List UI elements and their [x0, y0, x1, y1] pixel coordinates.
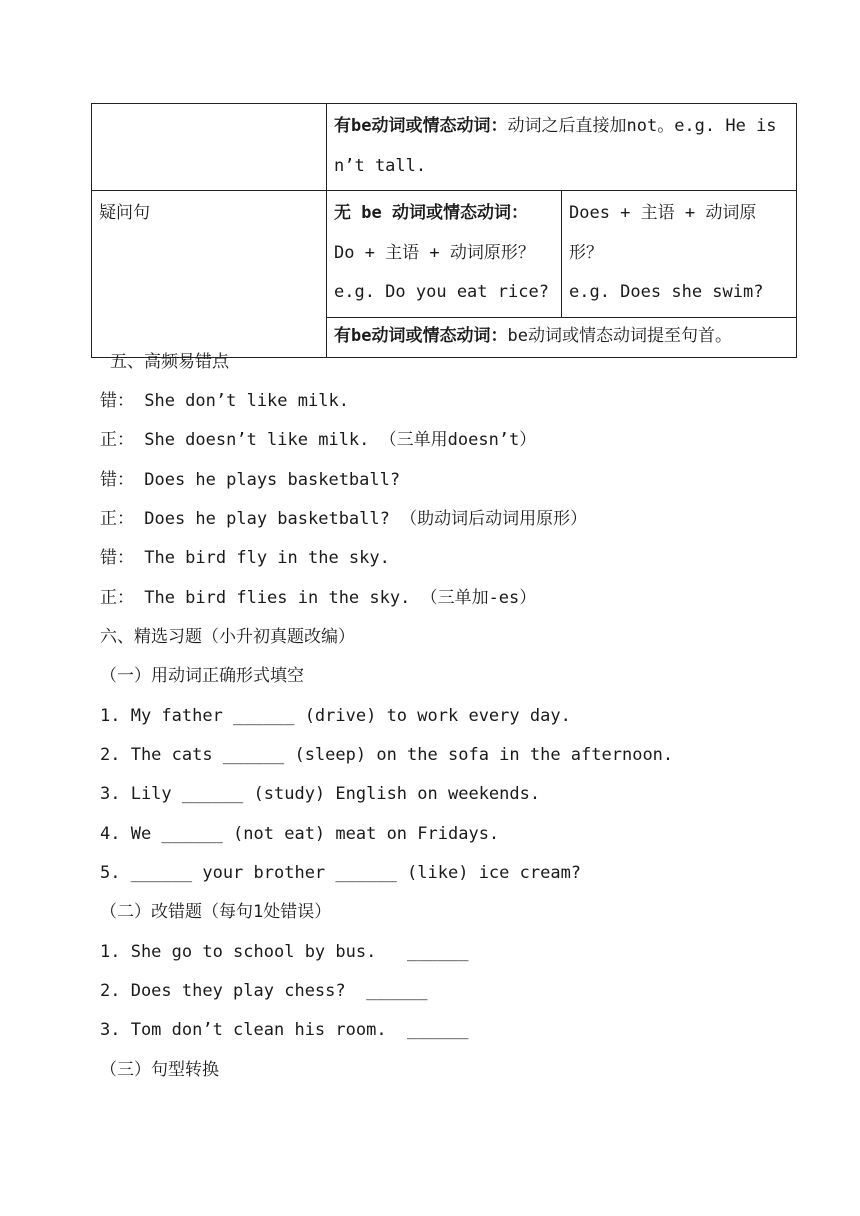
- rule-heading: 无 be 动词或情态动词：: [334, 203, 528, 223]
- exercise-item: 3. Lily ______ (study) English on weekends.: [100, 784, 541, 804]
- rule-heading: 有be动词或情态动词：: [334, 116, 508, 136]
- list-item: 正： Does he play basketball? （助动词后动词用原形）: [100, 509, 588, 529]
- list-item: 正： She doesn’t like milk. （三单用doesn’t）: [100, 430, 537, 450]
- row-label-cell: [92, 104, 327, 191]
- exercise-item: 1. She go to school by bus. ______: [100, 942, 469, 962]
- rule-example: e.g. Do you eat rice?: [334, 282, 549, 302]
- rule-cell: [327, 191, 562, 318]
- exercise-item: 4. We ______ (not eat) meat on Fridays.: [100, 824, 500, 844]
- list-item: 错： The bird fly in the sky.: [100, 548, 390, 568]
- exercise-item: 5. ______ your brother ______ (like) ice cream?: [100, 863, 582, 883]
- rule-cell: [327, 104, 797, 191]
- list-item: 错： Does he plays basketball?: [100, 470, 401, 490]
- list-item: 错： She don’t like milk.: [100, 391, 349, 411]
- exercise-item: 2. The cats ______ (sleep) on the sofa in the afternoon.: [100, 745, 674, 765]
- subsection-heading: （二）改错题（每句1处错误）: [100, 902, 332, 922]
- subsection-heading: （三）句型转换: [100, 1060, 219, 1080]
- list-item: 正： The bird flies in the sky. （三单加-es）: [100, 588, 537, 608]
- rule-text: be动词或情态动词提至句首。: [507, 325, 732, 346]
- grammar-table: [91, 103, 797, 358]
- exercise-item: 3. Tom don’t clean his room. ______: [100, 1020, 469, 1040]
- rule-cell: [327, 317, 797, 357]
- subsection-heading: （一）用动词正确形式填空: [100, 666, 304, 686]
- section-heading: 六、精选习题（小升初真题改编）: [100, 627, 355, 647]
- rule-text: 动词之后直接加not。e.g. He isn’t tall.: [334, 116, 777, 176]
- table-row: [92, 191, 797, 318]
- rule-formula: Does + 主语 + 动词原形？: [569, 203, 757, 263]
- table-row: [92, 104, 797, 191]
- rule-example: e.g. Does she swim?: [569, 282, 764, 302]
- exercise-item: 1. My father ______ (drive) to work every day.: [100, 706, 571, 726]
- row-label-cell: 疑问句: [92, 191, 327, 358]
- rule-formula: Do + 主语 + 动词原形？: [334, 242, 535, 263]
- rule-cell: [562, 191, 797, 318]
- exercise-item: 2. Does they play chess? ______: [100, 981, 428, 1001]
- rule-heading: 有be动词或情态动词：: [334, 325, 508, 346]
- section-heading: 五、高频易错点: [110, 352, 229, 372]
